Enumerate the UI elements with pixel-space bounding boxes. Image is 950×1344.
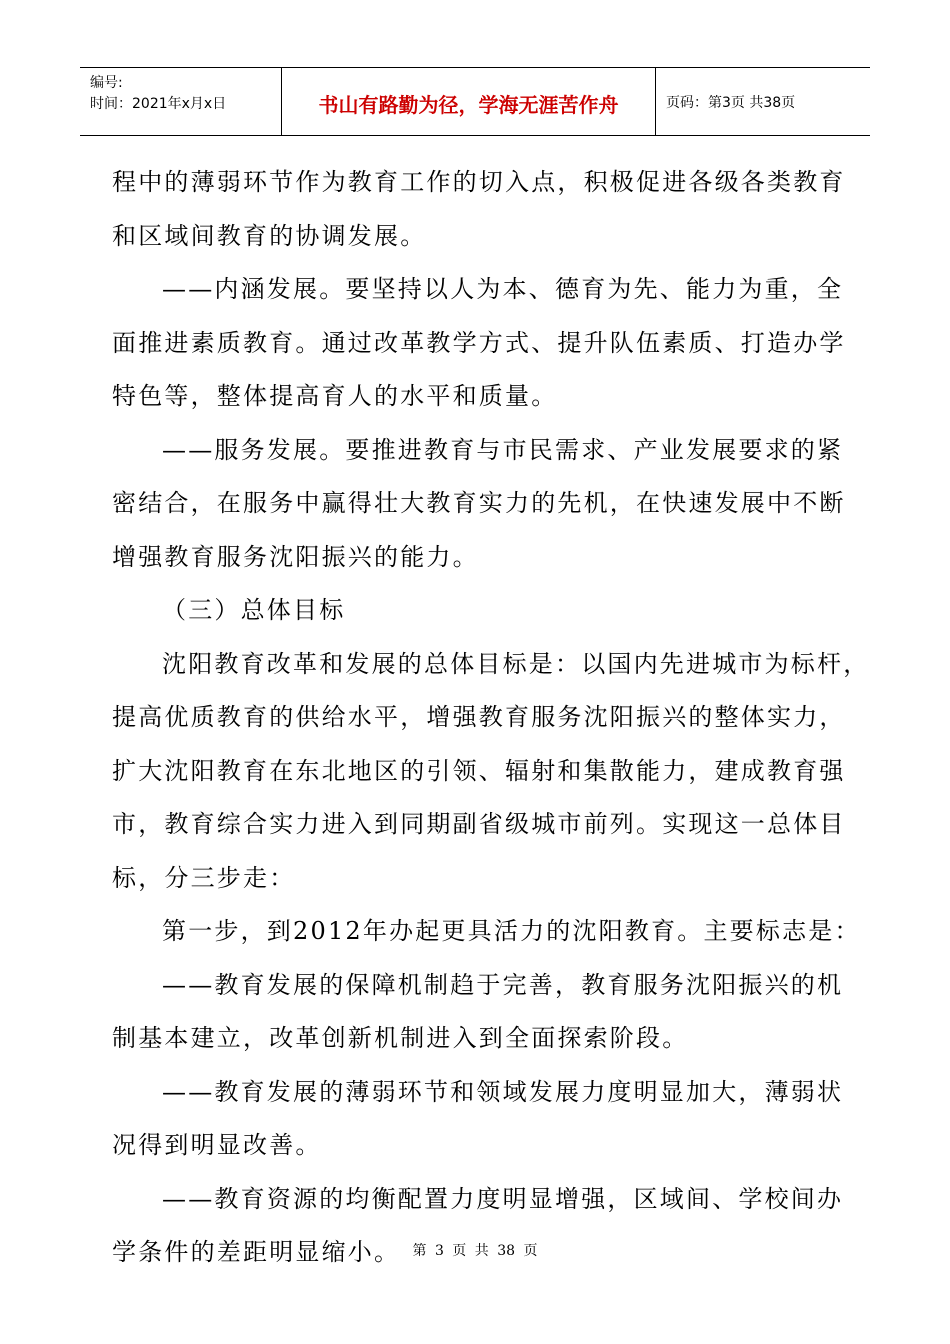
body-text-line: ——教育资源的均衡配置力度明显增强，区域间、学校间办 xyxy=(162,1184,844,1213)
body-text-line: 密结合，在服务中赢得壮大教育实力的先机，在快速发展中不断 xyxy=(112,489,846,517)
body-text-line: 和区域间教育的协调发展。 xyxy=(112,221,427,250)
header-page-info: 页码：第3页 共38页 xyxy=(666,94,796,111)
document-number-label: 编号: xyxy=(90,75,123,91)
body-text-line: 程中的薄弱环节作为教育工作的切入点，积极促进各级各类教育 xyxy=(112,168,846,196)
body-text-line: 扩大沈阳教育在东北地区的引领、辐射和集散能力，建成教育强 xyxy=(112,756,846,785)
body-text-line: 提高优质教育的供给水平，增强教育服务沈阳振兴的整体实力， xyxy=(112,703,846,731)
body-text-line: 特色等，整体提高育人的水平和质量。 xyxy=(112,382,558,410)
document-header xyxy=(80,67,870,136)
page-footer xyxy=(0,1240,950,1260)
document-body xyxy=(112,156,870,1280)
footer-page-number: 第 3 页 共 38 页 xyxy=(412,1243,538,1259)
body-text-line: 增强教育服务沈阳振兴的能力。 xyxy=(112,542,479,571)
body-text-line: 市，教育综合实力进入到同期副省级城市前列。实现这一总体目 xyxy=(112,810,846,838)
body-text-line: （三）总体目标 xyxy=(162,596,346,624)
body-text-line: ——教育发展的保障机制趋于完善，教育服务沈阳振兴的机 xyxy=(162,970,844,999)
header-motto-cell xyxy=(282,68,656,135)
document-date-label: 时间：2021年x月x日 xyxy=(90,96,227,112)
body-text-line: ——服务发展。要推进教育与市民需求、产业发展要求的紧 xyxy=(162,435,844,464)
body-text-line: 标，分三步走： xyxy=(112,863,296,892)
body-text-line: 面推进素质教育。通过改革教学方式、提升队伍素质、打造办学 xyxy=(112,328,846,357)
header-motto: 书山有路勤为径，学海无涯苦作舟 xyxy=(318,93,619,117)
body-text-line: 制基本建立，改革创新机制进入到全面探索阶段。 xyxy=(112,1024,689,1052)
body-text-line: 学条件的差距明显缩小。 xyxy=(112,1238,401,1266)
header-meta-cell xyxy=(80,68,282,135)
body-text-line: 况得到明显改善。 xyxy=(112,1131,322,1159)
body-text-line: ——教育发展的薄弱环节和领域发展力度明显加大，薄弱状 xyxy=(162,1077,844,1106)
body-text-line: 第一步，到2012年办起更具活力的沈阳教育。主要标志是： xyxy=(162,917,861,945)
header-page-cell xyxy=(656,68,870,135)
body-text-line: 沈阳教育改革和发展的总体目标是：以国内先进城市为标杆， xyxy=(162,649,870,678)
body-text-line: ——内涵发展。要坚持以人为本、德育为先、能力为重，全 xyxy=(162,275,844,303)
